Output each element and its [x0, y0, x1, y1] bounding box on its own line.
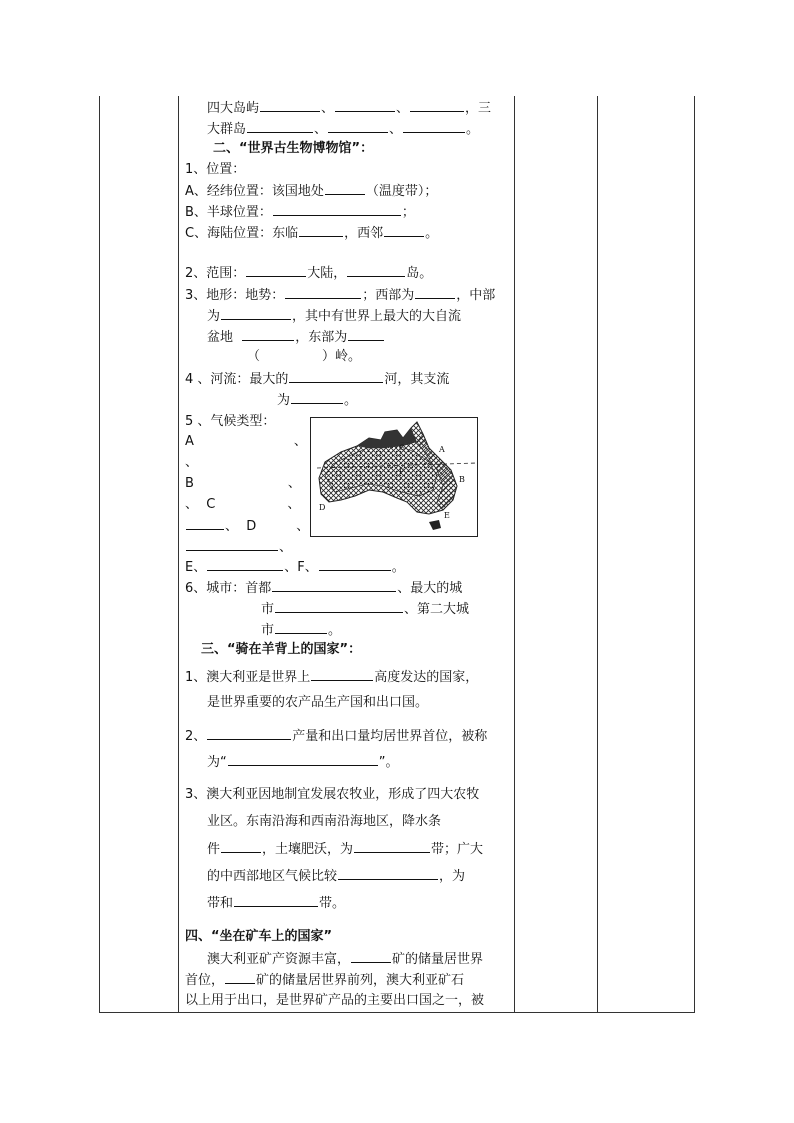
blank[interactable]: [403, 119, 465, 133]
blank[interactable]: [221, 306, 291, 320]
climate-line-b: B 、: [185, 476, 301, 491]
blank[interactable]: [384, 223, 424, 237]
section-4-heading: 四、“坐在矿车上的国家”: [185, 929, 333, 944]
city-line-1: 6、城市：首都 、最大的城: [185, 578, 462, 599]
map-label-a: A: [439, 445, 445, 454]
sealand-line: C、海陆位置：东临 ，西邻 。: [185, 223, 438, 244]
climate-sep-1: 、: [185, 455, 199, 470]
latlon-line: A、经纬位置：该国地处 （温度带）；: [185, 181, 437, 202]
australia-climate-map: [310, 417, 478, 537]
australia-map-svg: [311, 418, 477, 536]
blank[interactable]: [328, 119, 388, 133]
map-label-f: F: [399, 468, 404, 476]
river-line-1: 4 、河流：最大的 河，其支流: [185, 369, 449, 390]
blank[interactable]: [299, 223, 343, 237]
s3-p3-line2: 业区。东南沿海和西南沿海地区，降水条: [207, 814, 442, 829]
city-line-2: 市 、第二大城: [261, 599, 469, 620]
table-border-left: [99, 96, 100, 1013]
blank[interactable]: [311, 667, 373, 681]
s3-p3-line1: 3、澳大利亚因地制宜发展农牧业，形成了四大农牧: [185, 787, 480, 802]
s3-p3-line5: 带和 带。: [207, 893, 345, 914]
climate-line-ef: E、 、F、 。: [185, 557, 405, 578]
s3-p1-line1: 1、澳大利亚是世界上 高度发达的国家，: [185, 667, 478, 688]
blank[interactable]: [319, 557, 391, 571]
climate-line-c: 、 C 、: [185, 497, 301, 512]
blank[interactable]: [186, 516, 224, 530]
blank[interactable]: [410, 98, 464, 112]
terrain-line-4: （ ）岭。: [247, 349, 362, 364]
s4-line1: 澳大利亚矿产资源丰富， 矿的储量居世界: [207, 949, 483, 970]
range-line: 2、范围： 大陆， 岛。: [185, 263, 432, 284]
blank[interactable]: [275, 620, 327, 634]
s3-p1-line2: 是世界重要的农产品生产国和出口国。: [207, 695, 429, 710]
table-divider-3: [597, 96, 598, 1013]
map-label-e: E: [444, 511, 450, 520]
blank[interactable]: [242, 327, 294, 341]
climate-line-d: 、 D 、: [185, 516, 309, 537]
climate-title: 5 、气候类型：: [185, 414, 276, 429]
blank[interactable]: [415, 285, 455, 299]
blank[interactable]: [351, 949, 391, 963]
map-label-c: C: [399, 444, 405, 452]
s3-p3-line3: 件 ，土壤肥沃，为 带；广大: [207, 839, 483, 860]
city-line-3: 市 。: [261, 620, 341, 641]
s4-line3: 以上用于出口，是世界矿产品的主要出口国之一，被: [185, 993, 485, 1008]
blank[interactable]: [234, 893, 318, 907]
terrain-line-1: 3、地形：地势： ；西部为 ，中部: [185, 285, 495, 306]
blank[interactable]: [228, 752, 378, 766]
table-border-bottom: [99, 1012, 695, 1013]
table-divider-2: [514, 96, 515, 1013]
blank[interactable]: [338, 866, 438, 880]
hemisphere-line: B、半球位置： ；: [185, 202, 415, 223]
blank[interactable]: [354, 839, 430, 853]
map-label-d: D: [319, 503, 326, 512]
s3-p2-line2: 为“ ”。: [207, 752, 399, 773]
blank[interactable]: [285, 285, 361, 299]
terrain-line-2: 为 ，其中有世界上最大的大自流: [207, 306, 461, 327]
blank[interactable]: [260, 98, 320, 112]
blank[interactable]: [221, 839, 261, 853]
map-label-b: B: [459, 475, 465, 484]
blank[interactable]: [335, 98, 395, 112]
table-border-right: [694, 96, 695, 1013]
blank[interactable]: [246, 263, 306, 277]
s3-p2-line1: 2、 产量和出口量均居世界首位，被称: [185, 726, 487, 747]
islands-line: 四大岛屿 、 、 ，三: [207, 98, 491, 119]
terrain-line-3: 盆地 ，东部为: [207, 327, 385, 348]
blank[interactable]: [348, 327, 384, 341]
climate-line-a: A 、: [185, 434, 307, 449]
blank[interactable]: [272, 578, 396, 592]
blank[interactable]: [207, 557, 283, 571]
section-3-heading: 三、“骑在羊背上的国家”：: [201, 642, 362, 657]
blank[interactable]: [225, 970, 255, 984]
blank[interactable]: [291, 390, 343, 404]
position-title: 1、位置：: [185, 162, 246, 177]
blank[interactable]: [275, 599, 403, 613]
blank[interactable]: [273, 202, 401, 216]
blank[interactable]: [186, 537, 278, 551]
blank[interactable]: [289, 369, 383, 383]
blank[interactable]: [247, 119, 313, 133]
s3-p3-line4: 的中西部地区气候比较 ，为: [207, 866, 465, 887]
climate-line-d2: 、: [185, 537, 292, 558]
archipelagos-line: 大群岛 、 、 。: [207, 119, 479, 140]
table-divider-1: [178, 96, 179, 1013]
tasmania: [429, 520, 441, 530]
s4-line2: 首位， 矿的储量居世界前列，澳大利亚矿石: [185, 970, 464, 991]
blank[interactable]: [347, 263, 405, 277]
river-line-2: 为 。: [277, 390, 357, 411]
section-2-heading: 二、“世界古生物博物馆”：: [213, 141, 374, 156]
blank[interactable]: [207, 726, 291, 740]
blank[interactable]: [325, 181, 365, 195]
